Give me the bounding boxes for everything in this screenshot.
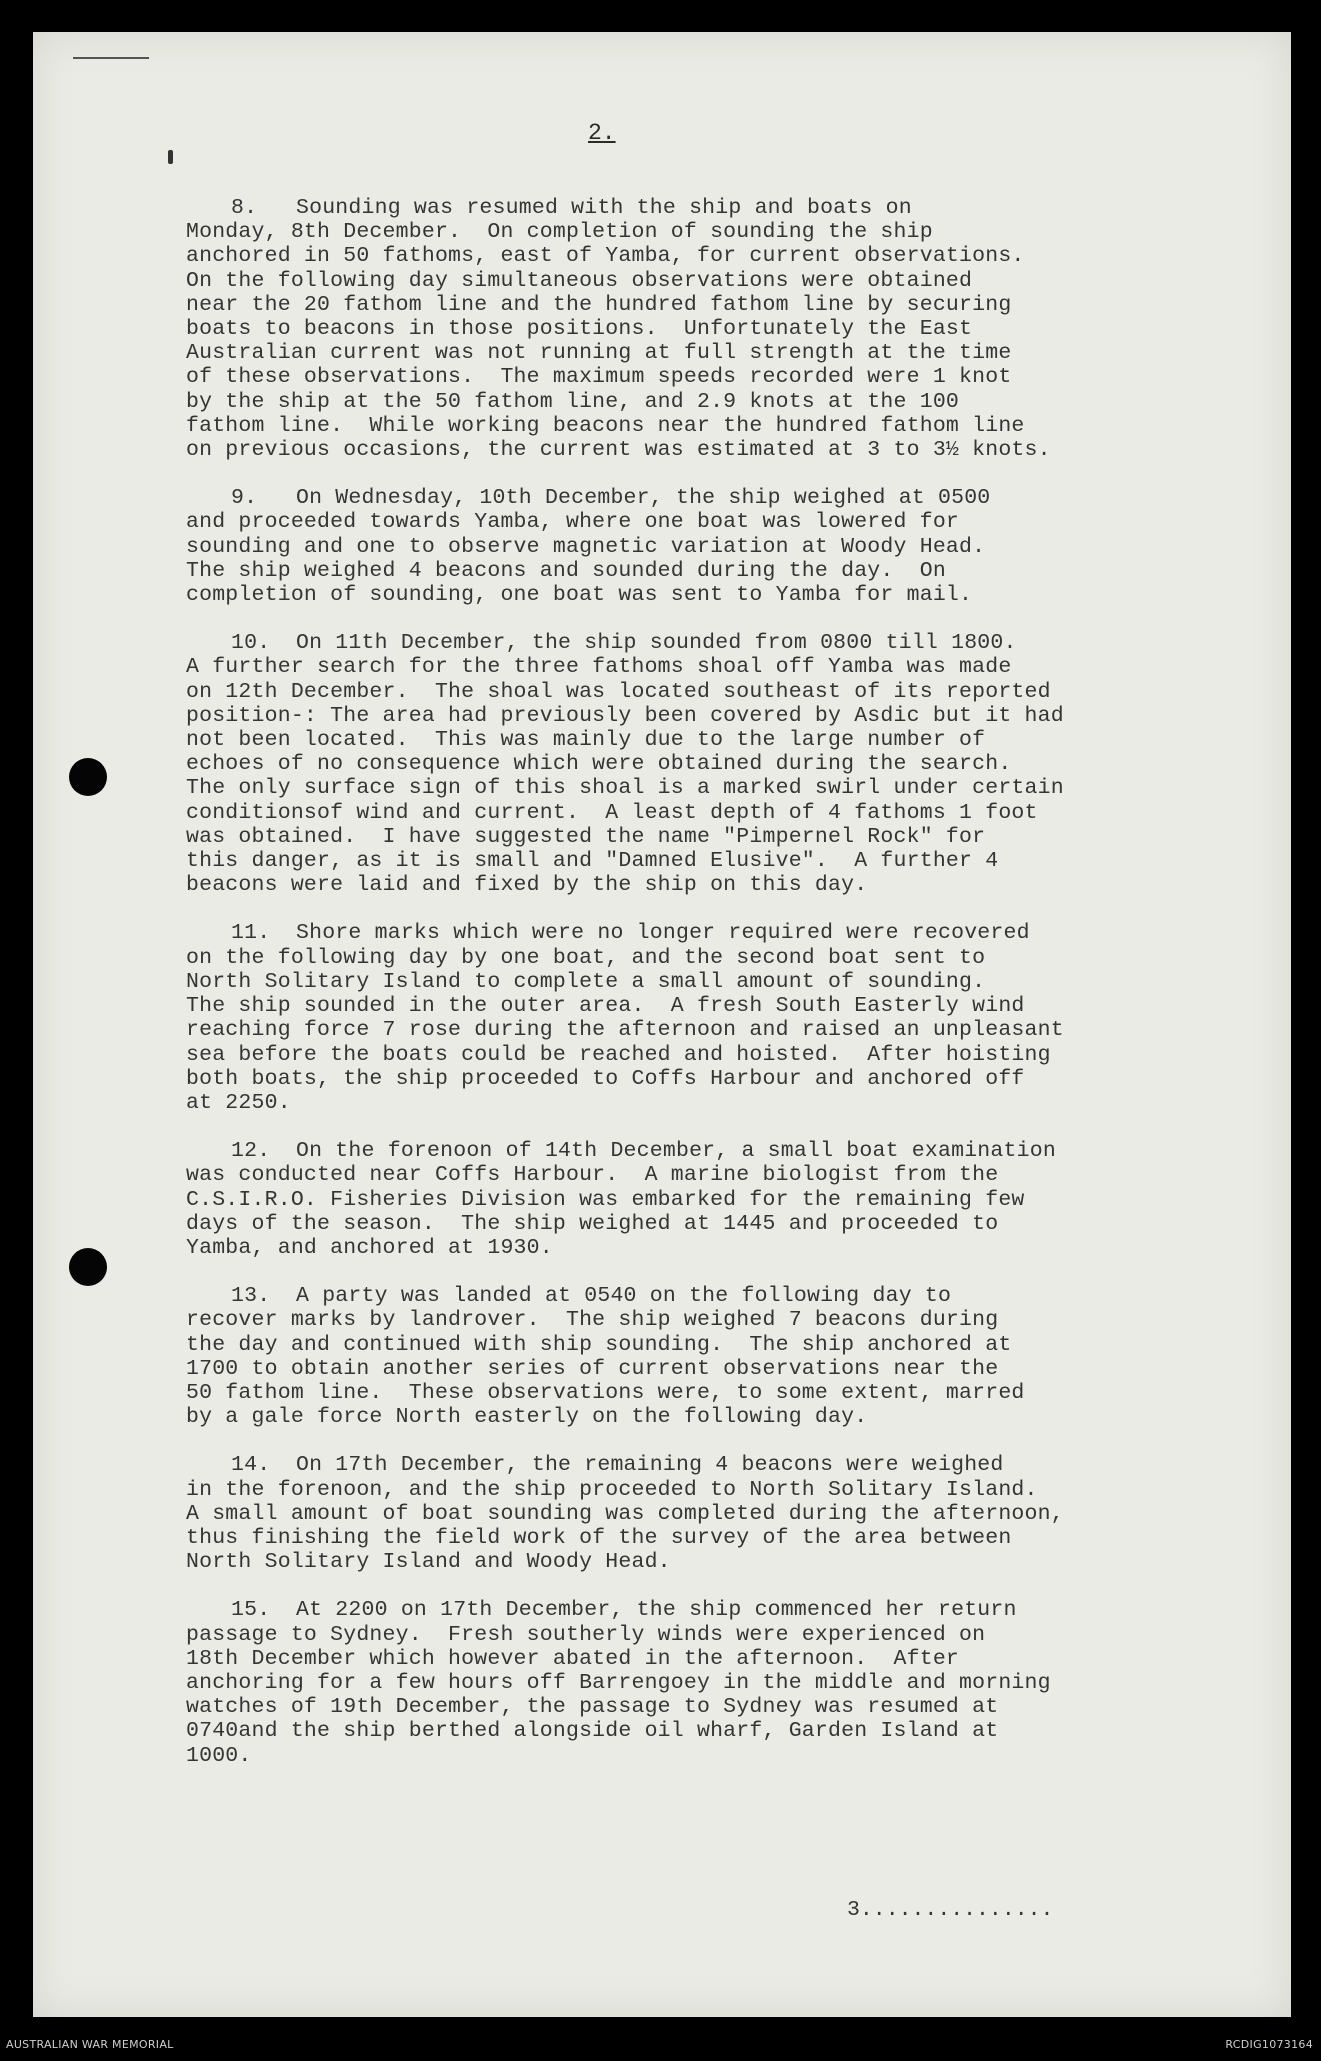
text-line: 18th December which however abated in the afternoon. After xyxy=(186,1646,960,1671)
footer-source: AUSTRALIAN WAR MEMORIAL xyxy=(6,2038,174,2051)
text-line: Australian current was not running at full strength at the time xyxy=(186,341,1012,366)
paragraph-first-line: On the forenoon of 14th December, a small boat examination xyxy=(296,1139,1056,1164)
paragraph-number: 14. xyxy=(231,1453,271,1478)
paragraph-first-line: Sounding was resumed with the ship and boats on xyxy=(296,196,912,220)
text-line: The ship weighed 4 beacons and sounded during the day. On xyxy=(186,558,946,583)
text-line: The ship sounded in the outer area. A fresh South Easterly wind xyxy=(186,994,1025,1019)
text-line: On the following day simultaneous observations were obtained xyxy=(186,268,973,293)
text-line: passage to Sydney. Fresh southerly winds were experienced on xyxy=(186,1622,986,1647)
text-line: by the ship at the 50 fathom line, and 2.9 knots at the 100 xyxy=(186,389,960,414)
text-line: anchored in 50 fathoms, east of Yamba, for current observations. xyxy=(186,244,1025,269)
page-number: 2. xyxy=(588,120,616,146)
footer-id: RCDIG1073164 xyxy=(1225,2038,1313,2051)
paragraph-first-line: A party was landed at 0540 on the following day to xyxy=(296,1284,952,1309)
text-line: both boats, the ship proceeded to Coffs Harbour and anchored off xyxy=(186,1066,1025,1091)
text-line: and proceeded towards Yamba, where one boat was lowered for xyxy=(186,510,960,535)
paragraph-15 xyxy=(186,1598,1246,1767)
text-line: completion of sounding, one boat was sent to Yamba for mail. xyxy=(186,583,973,608)
paragraph-number: 11. xyxy=(231,921,271,946)
paragraph-number: 15. xyxy=(231,1598,271,1623)
text-line: 1700 to obtain another series of current observations near the xyxy=(186,1356,999,1381)
text-line: near the 20 fathom line and the hundred fathom line by securing xyxy=(186,292,1012,317)
paragraph-first-line: On 11th December, the ship sounded from 0800 till 1800. xyxy=(296,631,1017,656)
text-line: reaching force 7 rose during the afternoon and raised an unpleasant xyxy=(186,1018,1064,1043)
text-line: beacons were laid and fixed by the ship on this day. xyxy=(186,873,868,898)
continuation-marker: 3............... xyxy=(847,1898,1054,1922)
text-line: sounding and one to observe magnetic variation at Woody Head. xyxy=(186,534,986,559)
text-line: Monday, 8th December. On completion of sounding the ship xyxy=(186,220,933,245)
text-line: Yamba, and anchored at 1930. xyxy=(186,1235,553,1260)
text-line: A further search for the three fathoms shoal off Yamba was made xyxy=(186,655,1012,680)
report-body xyxy=(186,196,1246,1792)
text-line: A small amount of boat sounding was completed during the afternoon, xyxy=(186,1501,1064,1526)
paragraph-first-line: At 2200 on 17th December, the ship commenced her return xyxy=(296,1598,1017,1623)
paragraph-12 xyxy=(186,1139,1246,1260)
text-line: 1000. xyxy=(186,1743,252,1768)
text-line xyxy=(186,921,1246,945)
text-line: the day and continued with ship sounding. The ship anchored at xyxy=(186,1332,1012,1357)
margin-tick xyxy=(168,150,173,164)
paragraph-number: 8. xyxy=(231,196,258,220)
paragraph-first-line: Shore marks which were no longer required were recovered xyxy=(296,921,1030,946)
text-line: in the forenoon, and the ship proceeded to North Solitary Island. xyxy=(186,1477,1038,1502)
text-line: at 2250. xyxy=(186,1090,291,1115)
text-line: 50 fathom line. These observations were, to some extent, marred xyxy=(186,1380,1025,1405)
paragraph-11 xyxy=(186,921,1246,1115)
text-line: sea before the boats could be reached and hoisted. After hoisting xyxy=(186,1042,1051,1067)
text-line: watches of 19th December, the passage to Sydney was resumed at xyxy=(186,1695,999,1720)
text-line xyxy=(186,1453,1246,1477)
paragraph-14 xyxy=(186,1453,1246,1574)
paragraph-13 xyxy=(186,1284,1246,1429)
paragraph-number: 10. xyxy=(231,631,271,656)
text-line xyxy=(186,1139,1246,1163)
text-line: this danger, as it is small and "Damned Elusive". A further 4 xyxy=(186,849,999,874)
text-line xyxy=(186,631,1246,655)
text-line: North Solitary Island and Woody Head. xyxy=(186,1550,671,1575)
text-line: thus finishing the field work of the survey of the area between xyxy=(186,1525,1012,1550)
paragraph-10 xyxy=(186,631,1246,897)
text-line xyxy=(186,1284,1246,1308)
text-line: on 12th December. The shoal was located southeast of its reported xyxy=(186,679,1051,704)
text-line: on previous occasions, the current was estimated at 3 to 3½ knots. xyxy=(186,438,1051,463)
text-line: fathom line. While working beacons near the hundred fathom line xyxy=(186,413,1025,438)
paragraph-number: 13. xyxy=(231,1284,271,1309)
text-line: position-: The area had previously been covered by Asdic but it had xyxy=(186,703,1064,728)
edge-mark xyxy=(73,57,149,59)
punch-hole-upper xyxy=(69,758,107,796)
text-line: North Solitary Island to complete a small amount of sounding. xyxy=(186,969,986,994)
text-line: days of the season. The ship weighed at 1445 and proceeded to xyxy=(186,1211,999,1236)
text-line: recover marks by landrover. The ship weighed 7 beacons during xyxy=(186,1308,999,1333)
text-line: on the following day by one boat, and the second boat sent to xyxy=(186,945,986,970)
text-line: not been located. This was mainly due to the large number of xyxy=(186,728,986,753)
paragraph-number: 9. xyxy=(231,486,258,511)
paragraph-9 xyxy=(186,486,1246,607)
text-line: conditionsof wind and current. A least depth of 4 fathoms 1 foot xyxy=(186,800,1038,825)
punch-hole-lower xyxy=(69,1248,107,1286)
paragraph-number: 12. xyxy=(231,1139,271,1164)
text-line: was obtained. I have suggested the name "Pimpernel Rock" for xyxy=(186,824,986,849)
text-line: anchoring for a few hours off Barrengoey in the middle and morning xyxy=(186,1670,1051,1695)
text-line: of these observations. The maximum speeds recorded were 1 knot xyxy=(186,365,1012,390)
text-line: The only surface sign of this shoal is a marked swirl under certain xyxy=(186,776,1064,801)
text-line: by a gale force North easterly on the following day. xyxy=(186,1405,868,1430)
text-line xyxy=(186,486,1246,510)
text-line: boats to beacons in those positions. Unfortunately the East xyxy=(186,317,973,342)
text-line: echoes of no consequence which were obtained during the search. xyxy=(186,752,1012,777)
text-line: was conducted near Coffs Harbour. A marine biologist from the xyxy=(186,1163,999,1188)
paragraph-first-line: On Wednesday, 10th December, the ship weighed at 0500 xyxy=(296,486,991,511)
paragraph-8 xyxy=(186,196,1246,462)
text-line xyxy=(186,1598,1246,1622)
text-line: C.S.I.R.O. Fisheries Division was embarked for the remaining few xyxy=(186,1187,1025,1212)
text-line: 0740and the ship berthed alongside oil wharf, Garden Island at xyxy=(186,1719,999,1744)
text-line xyxy=(186,196,1246,220)
paragraph-first-line: On 17th December, the remaining 4 beacons were weighed xyxy=(296,1453,1004,1478)
